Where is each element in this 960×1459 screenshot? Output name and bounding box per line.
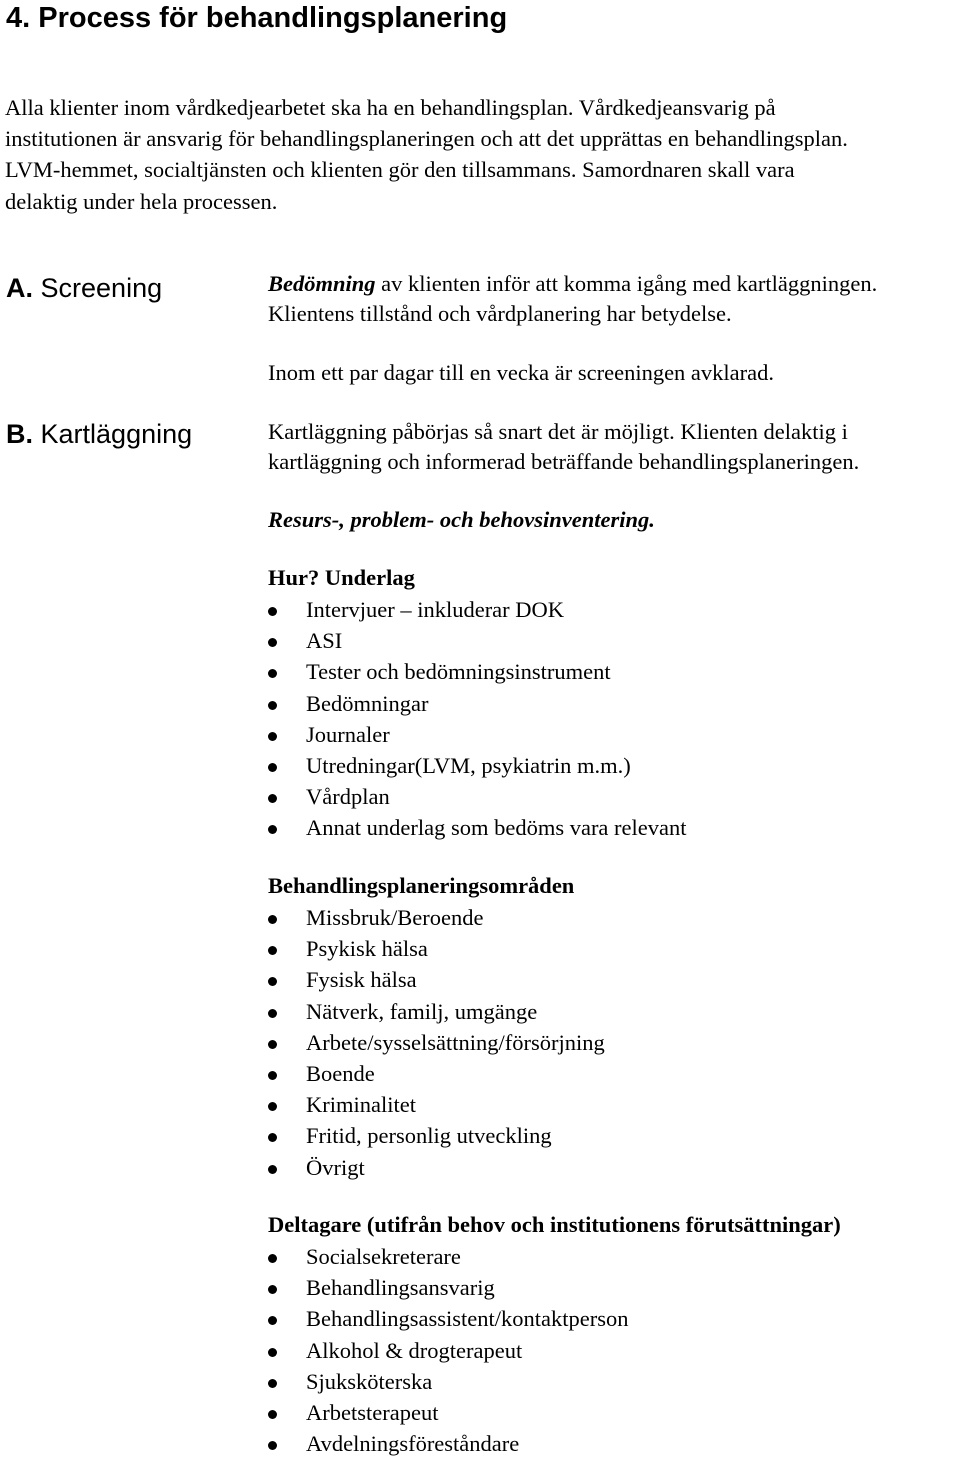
section-b-description bbox=[268, 417, 958, 477]
list-item bbox=[268, 1335, 628, 1366]
list-item bbox=[268, 1152, 605, 1183]
list-item bbox=[268, 902, 605, 933]
list-item-text: ASI bbox=[306, 628, 343, 654]
list-item bbox=[268, 625, 687, 656]
intro-line: institutionen är ansvarig för behandlingsplaneringen och att det upprättas en behandlingsplan. bbox=[5, 126, 848, 152]
list-item-text: Sjuksköterska bbox=[306, 1368, 433, 1394]
section-a-emphasis: Bedömning bbox=[268, 271, 376, 296]
bullet-icon bbox=[268, 1165, 277, 1174]
intro-line: Alla klienter inom vårdkedjearbetet ska ha en behandlingsplan. Vårdkedjeansvarig på bbox=[5, 95, 776, 120]
section-a-lead-rest: av klienten inför att komma igång med kartläggningen. bbox=[375, 271, 878, 296]
list-item-text: Intervjuer – inkluderar DOK bbox=[306, 597, 565, 622]
list-item-text: Alkohol & drogterapeut bbox=[306, 1337, 523, 1363]
section-a-line-1 bbox=[268, 269, 958, 299]
section-b-label bbox=[6, 418, 192, 450]
list-item bbox=[268, 996, 605, 1027]
bullet-icon bbox=[268, 669, 277, 678]
bullet-icon bbox=[268, 1348, 277, 1357]
bullet-icon bbox=[268, 1009, 277, 1018]
list-item bbox=[268, 594, 687, 625]
list-item bbox=[268, 933, 605, 964]
bullet-icon bbox=[268, 915, 277, 924]
bullet-icon bbox=[268, 1316, 277, 1325]
bullet-icon bbox=[268, 1441, 277, 1450]
bullet-icon bbox=[268, 638, 277, 647]
list-item bbox=[268, 1058, 605, 1089]
list-item bbox=[268, 1428, 628, 1459]
list-item-text: Vårdplan bbox=[306, 784, 390, 810]
list-item bbox=[268, 656, 687, 687]
list-item bbox=[268, 1366, 628, 1397]
how-question: Hur? bbox=[268, 565, 320, 590]
list-item bbox=[268, 688, 687, 719]
bullet-icon bbox=[268, 1102, 277, 1111]
list-item-text: Avdelningsföreståndare bbox=[306, 1431, 520, 1457]
inventory-text: Resurs-, problem- och behovsinventering. bbox=[268, 507, 655, 532]
bullet-icon bbox=[268, 1379, 277, 1388]
list-item bbox=[268, 964, 605, 995]
list-item bbox=[268, 1303, 628, 1334]
section-a-letter: A. bbox=[6, 273, 33, 303]
section-a-line-2: Klientens tillstånd och vårdplanering har betydelse. bbox=[268, 301, 732, 326]
intro-line: delaktig under hela processen. bbox=[5, 188, 278, 214]
section-a-name: Screening bbox=[40, 273, 163, 303]
list-item-text: Behandlingsansvarig bbox=[306, 1275, 495, 1301]
bullet-icon bbox=[268, 1133, 277, 1142]
list-item bbox=[268, 1089, 605, 1120]
section-b-name: Kartläggning bbox=[40, 419, 193, 449]
list-item-text: Arbete/sysselsättning/försörjning bbox=[306, 1029, 605, 1055]
section-a-timing bbox=[268, 358, 958, 388]
bullet-icon bbox=[268, 732, 277, 741]
participants-list bbox=[268, 1241, 628, 1459]
section-b-letter: B. bbox=[6, 419, 33, 449]
list-item-text: Bedömningar bbox=[306, 690, 429, 716]
list-item bbox=[268, 719, 687, 750]
intro-paragraph bbox=[5, 92, 955, 217]
list-item-text: Nätverk, familj, umgänge bbox=[306, 998, 538, 1024]
list-item-text: Socialsekreterare bbox=[306, 1244, 461, 1269]
list-item-text: Journaler bbox=[306, 721, 390, 747]
bullet-icon bbox=[268, 1410, 277, 1419]
list-item-text: Missbruk/Beroende bbox=[306, 905, 484, 930]
bullet-icon bbox=[268, 946, 277, 955]
list-item-text: Utredningar(LVM, psykiatrin m.m.) bbox=[306, 752, 631, 778]
bullet-icon bbox=[268, 1071, 277, 1080]
list-item-text: Arbetsterapeut bbox=[306, 1399, 439, 1425]
section-b-line-1: Kartläggning påbörjas så snart det är möjligt. Klienten delaktig i bbox=[268, 419, 848, 444]
how-heading bbox=[268, 563, 958, 593]
list-item bbox=[268, 1397, 628, 1428]
list-item-text: Övrigt bbox=[306, 1154, 365, 1180]
inventory-heading bbox=[268, 505, 958, 535]
section-b-line-2: kartläggning och informerad beträffande behandlingsplaneringen. bbox=[268, 449, 860, 474]
intro-line: LVM-hemmet, socialtjänsten och klienten gör den tillsammans. Samordnaren skall vara bbox=[5, 157, 795, 183]
areas-heading-text: Behandlingsplaneringsområden bbox=[268, 873, 575, 898]
section-a-timing-text: Inom ett par dagar till en vecka är screeningen avklarad. bbox=[268, 360, 775, 385]
bullet-icon bbox=[268, 825, 277, 834]
bullet-icon bbox=[268, 1040, 277, 1049]
list-item bbox=[268, 1272, 628, 1303]
list-item-text: Kriminalitet bbox=[306, 1092, 416, 1118]
bullet-icon bbox=[268, 1285, 277, 1294]
how-heading-line bbox=[268, 563, 958, 593]
how-label: Underlag bbox=[319, 565, 415, 590]
list-item-text: Tester och bedömningsinstrument bbox=[306, 659, 611, 685]
page-title: 4. Process för behandlingsplanering bbox=[6, 2, 508, 34]
list-item bbox=[268, 812, 687, 843]
bullet-icon bbox=[268, 794, 277, 803]
participants-heading-text: Deltagare (utifrån behov och institutionens förutsättningar) bbox=[268, 1212, 841, 1237]
section-a-description bbox=[268, 269, 958, 329]
bullet-icon bbox=[268, 1254, 277, 1263]
list-item-text: Psykisk hälsa bbox=[306, 936, 428, 962]
bullet-icon bbox=[268, 607, 277, 616]
bullet-icon bbox=[268, 763, 277, 772]
participants-heading bbox=[268, 1210, 958, 1240]
section-a-label bbox=[6, 272, 162, 304]
list-item-text: Boende bbox=[306, 1060, 375, 1086]
underlag-list bbox=[268, 594, 687, 844]
list-item-text: Behandlingsassistent/kontaktperson bbox=[306, 1306, 629, 1332]
list-item bbox=[268, 1120, 605, 1151]
list-item bbox=[268, 750, 687, 781]
list-item-text: Fysisk hälsa bbox=[306, 967, 417, 993]
list-item bbox=[268, 1027, 605, 1058]
areas-list bbox=[268, 902, 605, 1183]
bullet-icon bbox=[268, 977, 277, 986]
list-item-text: Fritid, personlig utveckling bbox=[306, 1123, 552, 1149]
list-item-text: Annat underlag som bedöms vara relevant bbox=[306, 815, 687, 841]
list-item bbox=[268, 781, 687, 812]
bullet-icon bbox=[268, 701, 277, 710]
list-item bbox=[268, 1241, 628, 1272]
areas-heading bbox=[268, 871, 958, 901]
